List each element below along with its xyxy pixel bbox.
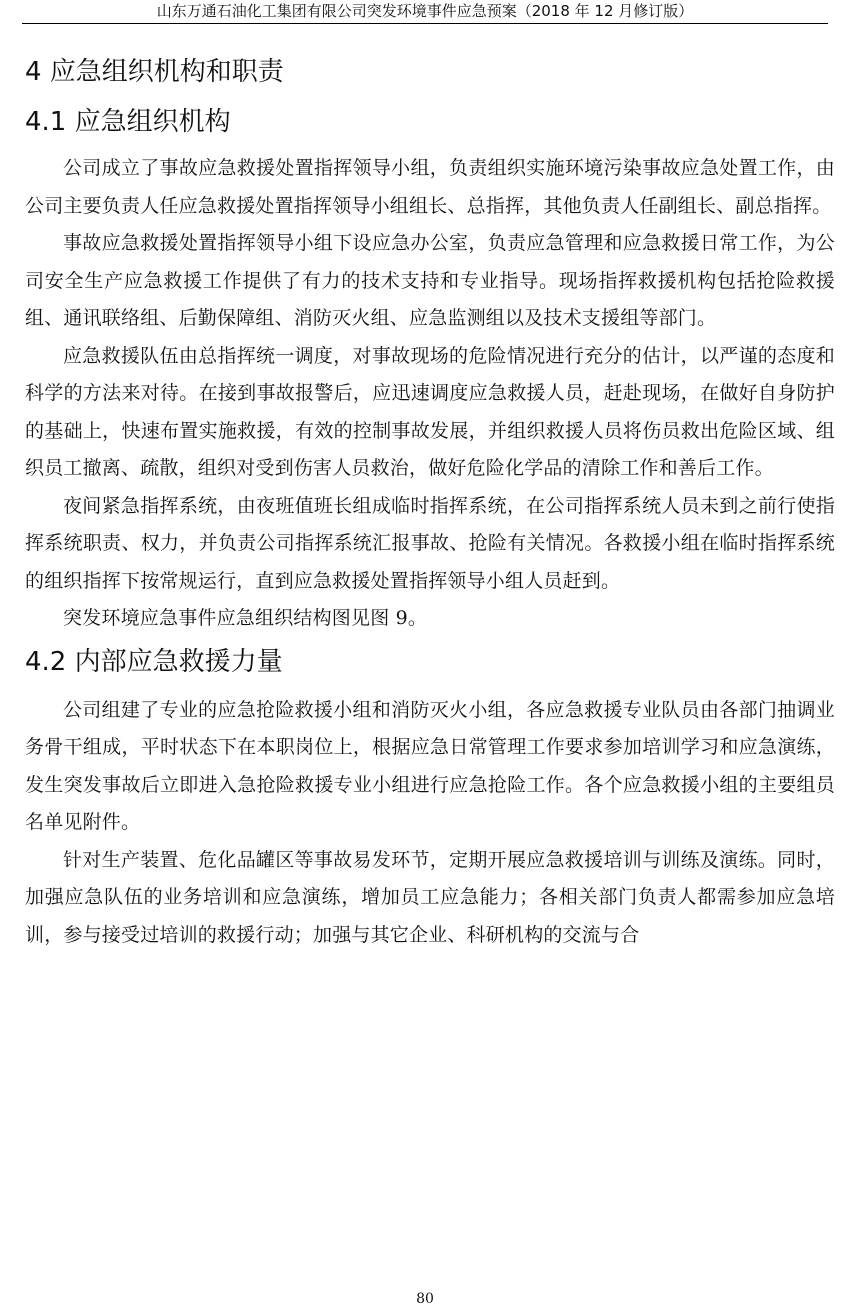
page-header <box>0 0 850 24</box>
paragraph: 夜间紧急指挥系统，由夜班值班长组成临时指挥系统，在公司指挥系统人员未到之前行使指挥系统职责、权力，并负责公司指挥系统汇报事故、抢险有关情况。各救援小组在临时指挥系统的组织指挥下按常规运行，直到应急救援处置指挥领导小组人员赶到。 <box>25 494 835 592</box>
document-title: 山东万通石油化工集团有限公司突发环境事件应急预案（2018 年 12 月修订版） <box>156 2 694 20</box>
paragraph: 针对生产装置、危化品罐区等事故易发环节，定期开展应急救援培训与训练及演练。同时，加强应急队伍的业务培训和应急演练，增加员工应急能力；各相关部门负责人都需参加应急培训，参与接受过培训的救援行动；加强与其它企业、科研机构的交流与合 <box>25 848 835 946</box>
paragraph: 应急救援队伍由总指挥统一调度，对事故现场的危险情况进行充分的估计，以严谨的态度和科学的方法来对待。在接到事故报警后，应迅速调度应急救援人员，赶赴现场，在做好自身防护的基础上，快速布置实施救援，有效的控制事故发展，并组织救援人员将伤员救出危险区域、组织员工撤离、疏散，组织对受到伤害人员救治，做好危险化学品的清除工作和善后工作。 <box>25 344 835 479</box>
page-number: 80 <box>416 1291 434 1307</box>
page-body <box>25 52 835 954</box>
paragraph: 突发环境应急事件应急组织结构图见图 9。 <box>63 607 428 629</box>
paragraph: 公司组建了专业的应急抢险救援小组和消防灭火小组，各应急救援专业队员由各部门抽调业务骨干组成，平时状态下在本职岗位上，根据应急日常管理工作要求参加培训学习和应急演练，发生突发事故后立即进入急抢险救援专业小组进行应急抢险工作。各个应急救援小组的主要组员名单见附件。 <box>25 698 835 833</box>
section-title-4-2: 4.2 内部应急救援力量 <box>25 646 283 677</box>
section-title-4-1: 4.1 应急组织机构 <box>25 107 231 137</box>
paragraph: 事故应急救援处置指挥领导小组下设应急办公室，负责应急管理和应急救援日常工作，为公司安全生产应急救援工作提供了有力的技术支持和专业指导。现场指挥救援机构包括抢险救援组、通讯联络组、后勤保障组、消防灭火组、应急监测组以及技术支援组等部门。 <box>25 232 835 329</box>
paragraph: 公司成立了事故应急救援处置指挥领导小组，负责组织实施环境污染事故应急处置工作，由公司主要负责人任应急救援处置指挥领导小组组长、总指挥，其他负责人任副组长、副总指挥。 <box>25 157 835 217</box>
header-divider <box>22 23 828 24</box>
chapter-title: 4 应急组织机构和职责 <box>25 57 284 87</box>
